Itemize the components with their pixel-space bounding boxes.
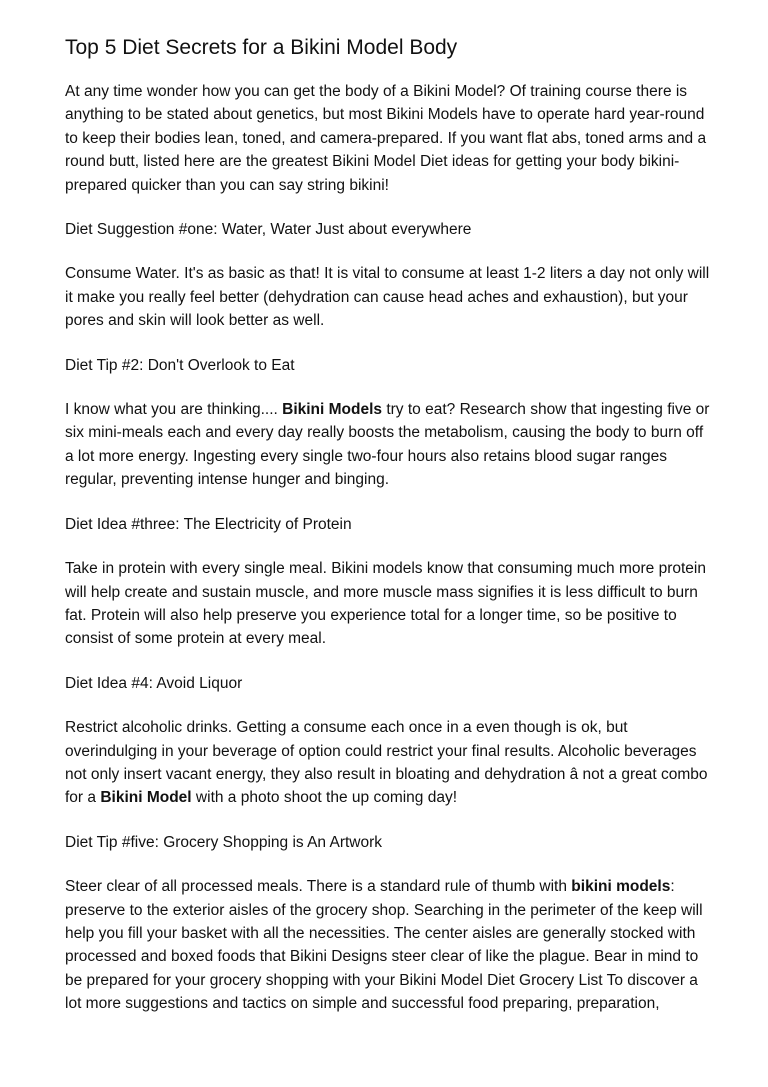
bold-keyword-bikini-models-lower: bikini models (571, 878, 671, 896)
section-body-4-text-start: Restrict alcoholic drinks. Getting a consume each once in a even though is ok, but overindulging in your beverage of option could restrict your final results. Alcoholic beverages not only insert vacant energy, they also result in bloating and dehydration â not a great combo for a (65, 719, 708, 807)
section-heading-5: Diet Tip #five: Grocery Shopping is An Artwork (65, 833, 383, 851)
section-body-1: Consume Water. It's as basic as that! It is vital to consume at least 1-2 liters a day not only will it make you really feel better (dehydration can cause head aches and exhaustion), but your pores and skin will look better as well. (65, 265, 710, 330)
intro-paragraph: At any time wonder how you can get the body of a Bikini Model? Of training course there is anything to be stated about genetics, but most Bikini Models have to operate hard year-round to keep their bodies lean, toned, and camera-prepared. If you want flat abs, toned arms and a round butt, listed here are the greatest Bikini Model Diet ideas for getting your body bikini-prepared quicker than you can say string bikini! (65, 83, 707, 194)
section-body-5-text-end: : preserve to the exterior aisles of the grocery shop. Searching in the perimeter of the keep will help you fill your basket with all the necessities. The center aisles are generally stocked with processed and boxed foods that Bikini Designs steer clear of like the plague. Bear in mind to be prepared for your grocery shopping with your Bikini Model Diet Grocery List To discover a lot more suggestions and tactics on simple and successful food preparing, preparation, (65, 878, 703, 1013)
section-heading-2: Diet Tip #2: Don't Overlook to Eat (65, 356, 295, 374)
section-body-2-text-end: try to eat? Research show that ingesting five or six mini-meals each and every day really boosts the metabolism, causing the body to burn off a lot more energy. Ingesting every single two-four hours also retains blood sugar ranges regular, preventing intense hunger and binging. (65, 401, 710, 489)
document-content (65, 34, 715, 1037)
section-body-4-text-end: with a photo shoot the up coming day! (191, 789, 458, 807)
section-body-2 (65, 398, 715, 492)
section-body-5 (65, 875, 715, 1015)
section-body-3: Take in protein with every single meal. Bikini models know that consuming much more protein will help create and sustain muscle, and more muscle mass signifies it is less difficult to burn fat. Protein will also help preserve you experience total for a longer time, so be positive to consist of some protein at every meal. (65, 560, 706, 648)
section-body-5-text-start: Steer clear of all processed meals. There is a standard rule of thumb with (65, 878, 572, 896)
section-body-4 (65, 716, 715, 810)
section-heading-1: Diet Suggestion #one: Water, Water Just about everywhere (65, 221, 472, 239)
section-heading-3: Diet Idea #three: The Electricity of Protein (65, 515, 352, 533)
bold-keyword-bikini-model: Bikini Model (100, 789, 192, 807)
bold-keyword-bikini-models: Bikini Models (282, 401, 383, 419)
document-title: Top 5 Diet Secrets for a Bikini Model Body (65, 36, 458, 59)
section-heading-4: Diet Idea #4: Avoid Liquor (65, 674, 243, 692)
section-body-2-text-start: I know what you are thinking.... (65, 401, 283, 419)
